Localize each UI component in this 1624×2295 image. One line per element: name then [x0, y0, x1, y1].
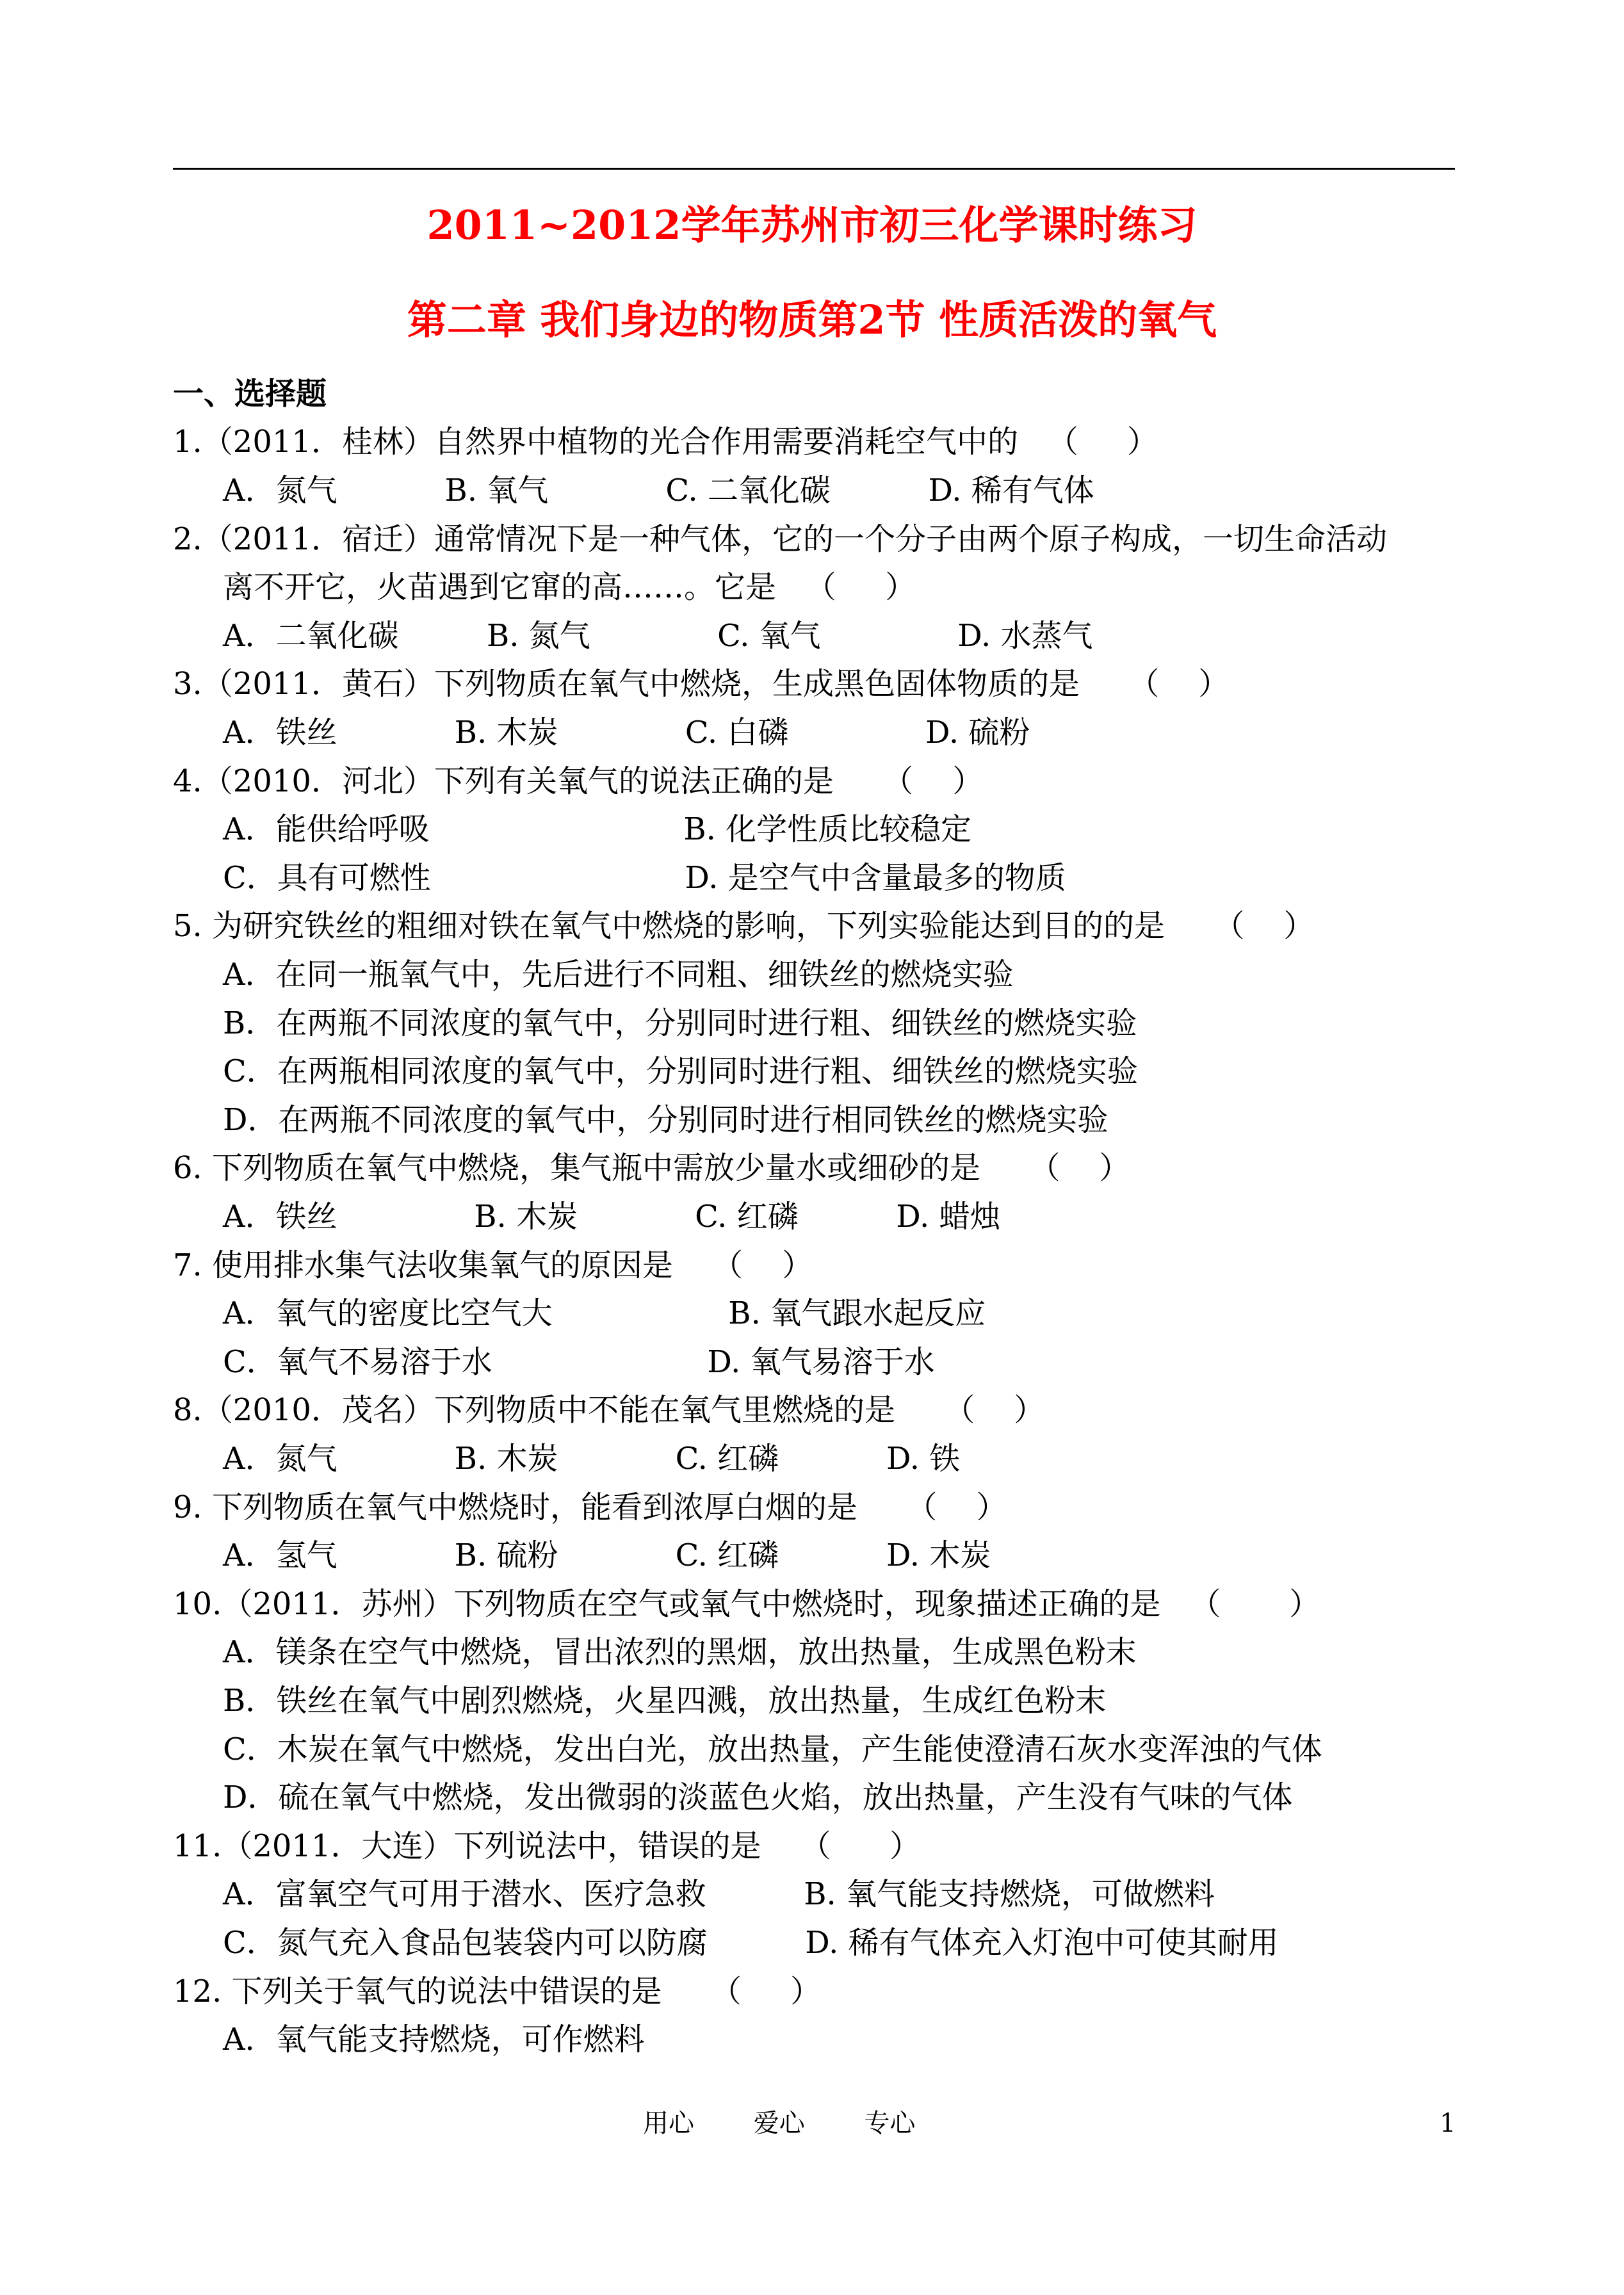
- question-5: 5. 为研究铁丝的粗细对铁在氧气中燃烧的影响，下列实验能达到目的的是 （ ）: [173, 908, 1315, 944]
- footer-motto-1: 用心: [643, 2109, 694, 2138]
- footer-motto-3: 专心: [864, 2109, 916, 2138]
- header-rule: [173, 168, 1455, 170]
- page-title: 2011~2012学年苏州市初三化学课时练习: [426, 202, 1198, 248]
- question-1: 1.（2011．桂林）自然界中植物的光合作用需要消耗空气中的 （ ）: [173, 424, 1158, 460]
- question-10: 10.（2011．苏州）下列物质在空气或氧气中燃烧时，现象描述正确的是 （ ）: [173, 1586, 1320, 1622]
- question-10-option-d: D．硫在氧气中燃烧，发出微弱的淡蓝色火焰，放出热量，产生没有气味的气体: [223, 1780, 1293, 1815]
- question-11-options-row2: C．氮气充入食品包装袋内可以防腐 D. 稀有气体充入灯泡中可使其耐用: [223, 1925, 1279, 1961]
- footer-motto-2: 爱心: [753, 2109, 805, 2138]
- question-3: 3.（2011．黄石）下列物质在氧气中燃烧，生成黑色固体物质的是 （ ）: [173, 666, 1230, 702]
- question-10-option-c: C．木炭在氧气中燃烧，发出白光，放出热量，产生能使澄清石灰水变浑浊的气体: [223, 1731, 1322, 1767]
- chapter-subtitle: 第二章 我们身边的物质第2节 性质活泼的氧气: [407, 296, 1217, 343]
- question-1-options: A．氮气 B. 氧气 C. 二氧化碳 D. 稀有气体: [223, 473, 1094, 508]
- question-5-option-c: C．在两瓶相同浓度的氧气中，分别同时进行粗、细铁丝的燃烧实验: [223, 1053, 1138, 1089]
- question-7-options-row1: A．氧气的密度比空气大 B. 氧气跟水起反应: [223, 1295, 986, 1331]
- section-heading: 一、选择题: [173, 376, 327, 412]
- question-5-option-b: B．在两瓶不同浓度的氧气中，分别同时进行粗、细铁丝的燃烧实验: [223, 1005, 1137, 1041]
- question-5-option-a: A．在同一瓶氧气中，先后进行不同粗、细铁丝的燃烧实验: [223, 957, 1014, 993]
- question-10-option-a: A．镁条在空气中燃烧，冒出浓烈的黑烟，放出热量，生成黑色粉末: [223, 1634, 1137, 1670]
- question-9-options: A．氢气 B. 硫粉 C. 红磷 D. 木炭: [223, 1537, 991, 1573]
- question-8: 8.（2010．茂名）下列物质中不能在氧气里燃烧的是 （ ）: [173, 1392, 1045, 1428]
- question-4-options-row1: A．能供给呼吸 B. 化学性质比较稳定: [223, 811, 972, 847]
- question-2-options: A．二氧化碳 B. 氮气 C. 氧气 D. 水蒸气: [223, 618, 1093, 654]
- question-5-option-d: D．在两瓶不同浓度的氧气中，分别同时进行相同铁丝的燃烧实验: [223, 1102, 1108, 1138]
- question-8-options: A．氮气 B. 木炭 C. 红磷 D. 铁: [223, 1441, 961, 1477]
- question-12: 12. 下列关于氧气的说法中错误的是 （ ）: [173, 1974, 822, 2009]
- question-6-options: A．铁丝 B. 木炭 C. 红磷 D. 蜡烛: [223, 1199, 1001, 1235]
- question-2-continued: 离不开它，火苗遇到它窜的高……。它是 （ ）: [223, 569, 916, 605]
- footer-mottos: [643, 2107, 966, 2140]
- question-12-option-a: A．氧气能支持燃烧，可作燃料: [223, 2022, 645, 2057]
- question-7: 7. 使用排水集气法收集氧气的原因是 （ ）: [173, 1247, 813, 1283]
- question-3-options: A．铁丝 B. 木炭 C. 白磷 D. 硫粉: [223, 715, 1030, 750]
- question-10-option-b: B．铁丝在氧气中剧烈燃烧，火星四溅，放出热量，生成红色粉末: [223, 1683, 1107, 1719]
- question-4: 4.（2010．河北）下列有关氧气的说法正确的是 （ ）: [173, 763, 984, 799]
- question-7-options-row2: C．氧气不易溶于水 D. 氧气易溶于水: [223, 1344, 935, 1380]
- question-4-options-row2: C．具有可燃性 D. 是空气中含量最多的物质: [223, 860, 1066, 896]
- question-9: 9. 下列物质在氧气中燃烧时，能看到浓厚白烟的是 （ ）: [173, 1489, 1007, 1525]
- question-11-options-row1: A．富氧空气可用于潜水、医疗急救 B. 氧气能支持燃烧，可做燃料: [223, 1876, 1215, 1912]
- question-11: 11.（2011．大连）下列说法中，错误的是 （ ）: [173, 1828, 921, 1864]
- page-number: 1: [1440, 2109, 1456, 2138]
- question-6: 6. 下列物质在氧气中燃烧，集气瓶中需放少量水或细砂的是 （ ）: [173, 1150, 1130, 1186]
- question-2: 2.（2011．宿迁）通常情况下是一种气体，它的一个分子由两个原子构成，一切生命活动: [173, 521, 1387, 557]
